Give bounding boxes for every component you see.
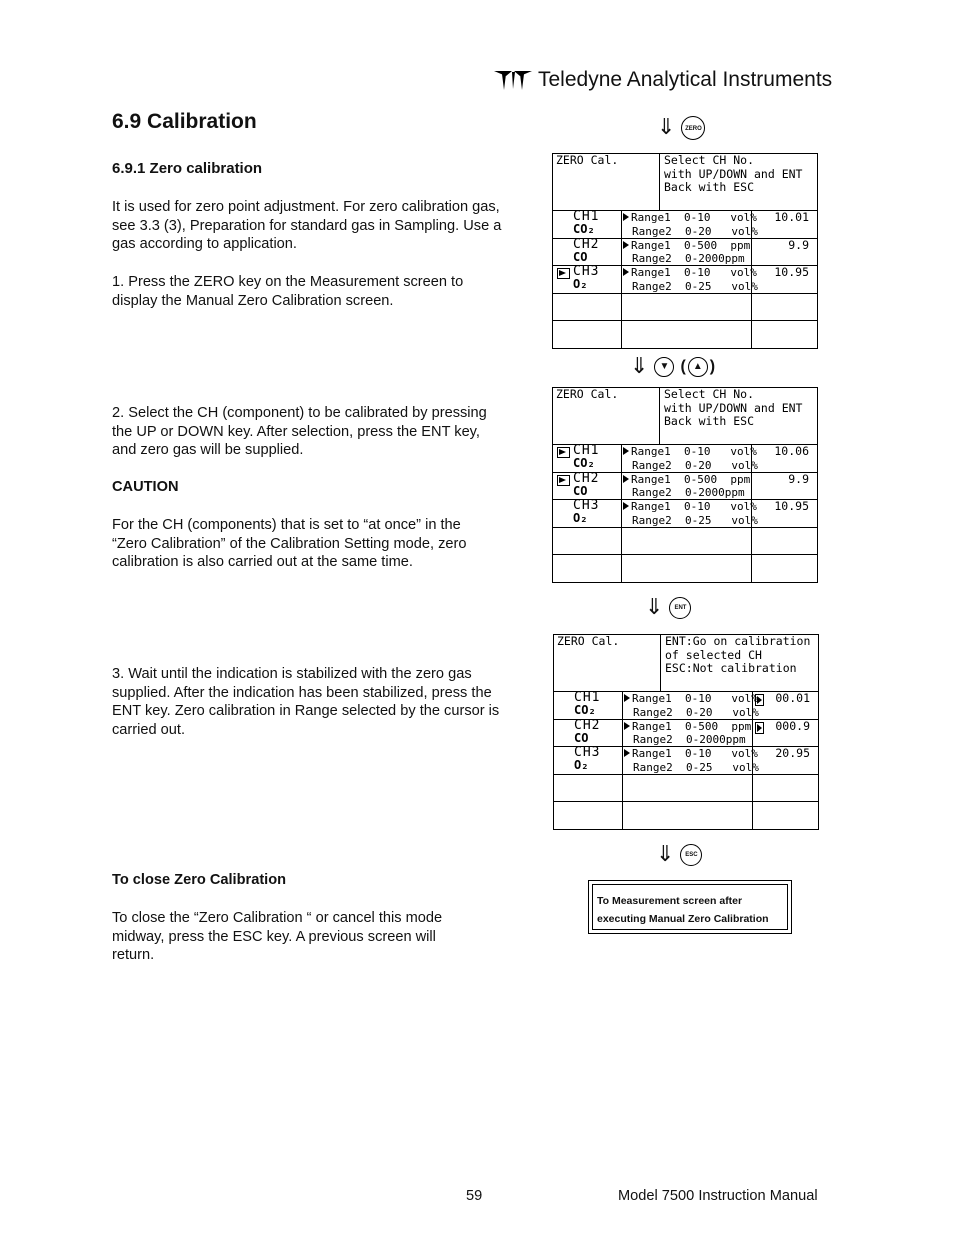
range-2: Range2 0-20 vol% bbox=[633, 705, 759, 719]
range-2: Range2 0-25 vol% bbox=[632, 279, 758, 293]
range-1: Range1 0-10 vol% bbox=[631, 500, 757, 513]
down-arrow-icon: ⇓ bbox=[656, 842, 675, 867]
range-arrow-icon bbox=[624, 694, 630, 702]
range-2: Range2 0-2000ppm bbox=[632, 486, 745, 499]
select-marker-icon bbox=[557, 268, 570, 279]
range-arrow-icon bbox=[623, 475, 629, 483]
component-label: CO bbox=[573, 483, 588, 498]
component-label: CO₂ bbox=[574, 703, 596, 717]
lcd-title: ZERO Cal. bbox=[553, 154, 660, 210]
component-label: O₂ bbox=[574, 758, 589, 772]
range-1: Range1 0-10 vol% bbox=[632, 747, 758, 760]
ent-key-step bbox=[645, 597, 691, 619]
range-arrow-icon bbox=[624, 722, 630, 730]
component-label: O₂ bbox=[573, 277, 588, 291]
range-arrow-icon bbox=[623, 213, 629, 221]
down-key-icon: ▼ bbox=[654, 357, 674, 377]
range-1: Range1 0-500 ppm bbox=[632, 719, 752, 733]
range-2: Range2 0-2000ppm bbox=[632, 252, 745, 265]
result-line-1: To Measurement screen after bbox=[597, 895, 743, 907]
component-label: CO bbox=[573, 249, 588, 264]
reading-value: 9.9 bbox=[788, 237, 809, 252]
section-title: 6.9 Calibration bbox=[112, 110, 257, 133]
reading-value: 10.95 bbox=[774, 265, 809, 279]
channel-label: CH2 bbox=[574, 717, 601, 733]
lcd-title: ZERO Cal. bbox=[554, 635, 661, 691]
channel-label: CH2 bbox=[573, 236, 600, 252]
channel-row bbox=[554, 747, 818, 775]
empty-row bbox=[553, 528, 817, 556]
step-3: 3. Wait until the indication is stabilized with the zero gas supplied. After the indication has been stabilized, press the ENT key. Zero calibration in Range selected by the cursor is carried out. bbox=[112, 666, 500, 738]
step-1: 1. Press the ZERO key on the Measurement screen to display the Manual Zero Calibration screen. bbox=[112, 274, 464, 309]
range-1: Range1 0-500 ppm bbox=[631, 472, 751, 486]
channel-label: CH3 bbox=[573, 498, 600, 513]
down-arrow-icon: ⇓ bbox=[630, 354, 649, 379]
lcd-message: Select CH No. with UP/DOWN and ENT Back with ESC bbox=[664, 387, 803, 428]
range-1: Range1 0-10 vol% bbox=[631, 266, 757, 279]
range-arrow-icon bbox=[624, 749, 630, 757]
empty-row bbox=[554, 802, 818, 829]
subsection-title: 6.9.1 Zero calibration bbox=[112, 160, 263, 177]
range-1: Range1 0-10 vol% bbox=[631, 211, 757, 224]
channel-row bbox=[554, 692, 818, 720]
component-label: CO₂ bbox=[573, 456, 595, 470]
zero-key-step bbox=[657, 116, 705, 140]
empty-row bbox=[553, 321, 817, 348]
brand-header bbox=[492, 66, 852, 94]
range-1: Range1 0-500 ppm bbox=[631, 238, 751, 252]
reading-value: 10.95 bbox=[774, 499, 809, 513]
step-2: 2. Select the CH (component) to be calibrated by pressing the UP or DOWN key. After selection, press the ENT key, and zero gas will be supplied. bbox=[112, 405, 487, 459]
esc-key-icon: ESC bbox=[680, 844, 702, 866]
ent-key-icon: ENT bbox=[669, 597, 691, 619]
component-label: O₂ bbox=[573, 511, 588, 525]
component-label: CO₂ bbox=[573, 222, 595, 236]
channel-row bbox=[553, 211, 817, 239]
component-label: CO bbox=[574, 730, 589, 745]
empty-row bbox=[553, 294, 817, 322]
empty-row bbox=[553, 555, 817, 582]
reading-value: 10.06 bbox=[774, 444, 809, 458]
range-arrow-icon bbox=[623, 447, 629, 455]
paren-close: ) bbox=[709, 358, 716, 375]
caution-title: CAUTION bbox=[112, 479, 179, 495]
zero-key-icon: ZERO bbox=[681, 116, 705, 140]
channel-row bbox=[553, 445, 817, 473]
range-arrow-icon bbox=[623, 268, 629, 276]
channel-label: CH3 bbox=[573, 264, 600, 279]
select-marker-icon bbox=[557, 447, 570, 458]
result-line-2: executing Manual Zero Calibration bbox=[597, 913, 769, 925]
empty-row bbox=[554, 775, 818, 803]
updown-key-step bbox=[630, 356, 715, 378]
paren-open: ( bbox=[680, 358, 686, 375]
cursor-marker-icon bbox=[755, 722, 764, 734]
close-text: To close the “Zero Calibration “ or cancel this mode midway, press the ESC key. A previous screen will return. bbox=[112, 910, 443, 964]
range-1: Range1 0-10 vol% bbox=[631, 445, 757, 458]
reading-value: 9.9 bbox=[788, 471, 809, 486]
reading-value: 00.01 bbox=[775, 691, 810, 705]
range-2: Range2 0-25 vol% bbox=[633, 760, 759, 774]
esc-key-step bbox=[656, 844, 702, 866]
range-2: Range2 0-25 vol% bbox=[632, 513, 758, 527]
cursor-marker-icon bbox=[755, 694, 764, 706]
range-arrow-icon bbox=[623, 502, 629, 510]
caution-text: For the CH (components) that is set to “at once” in the “Zero Calibration” of the Calibration Setting mode, zero calibration is also carried out at the same time. bbox=[112, 517, 467, 571]
page-number: 59 bbox=[466, 1188, 483, 1204]
channel-label: CH1 bbox=[573, 209, 600, 224]
lcd-message: Select CH No. with UP/DOWN and ENT Back with ESC bbox=[664, 153, 803, 194]
range-2: Range2 0-20 vol% bbox=[632, 458, 758, 472]
lcd-screen-1 bbox=[552, 153, 818, 349]
lcd-screen-3 bbox=[553, 634, 819, 830]
down-arrow-icon: ⇓ bbox=[645, 595, 664, 620]
select-marker-icon bbox=[557, 475, 570, 486]
channel-label: CH3 bbox=[574, 745, 601, 760]
brand-name: Teledyne Analytical Instruments bbox=[538, 68, 833, 91]
channel-label: CH2 bbox=[573, 470, 600, 486]
reading-value: 000.9 bbox=[775, 718, 810, 733]
channel-label: CH1 bbox=[573, 443, 600, 458]
close-title: To close Zero Calibration bbox=[112, 872, 287, 888]
up-key-icon: ▲ bbox=[688, 357, 708, 377]
channel-row bbox=[553, 236, 817, 267]
reading-value: 10.01 bbox=[774, 210, 809, 224]
channel-row bbox=[553, 266, 817, 294]
channel-row bbox=[553, 500, 817, 528]
lcd-title: ZERO Cal. bbox=[553, 388, 660, 444]
reading-value: 20.95 bbox=[775, 746, 810, 760]
teledyne-logo-icon bbox=[492, 68, 534, 92]
lcd-screen-2 bbox=[552, 387, 818, 583]
manual-title: Model 7500 Instruction Manual bbox=[618, 1188, 818, 1204]
down-arrow-icon: ⇓ bbox=[657, 115, 676, 140]
range-arrow-icon bbox=[623, 241, 629, 249]
channel-row bbox=[554, 717, 818, 748]
range-2: Range2 0-2000ppm bbox=[633, 733, 746, 746]
result-box bbox=[588, 880, 792, 934]
intro-paragraph: It is used for zero point adjustment. For zero calibration gas, see 3.3 (3), Preparation for standard gas in Sampling. Use a gas according to application. bbox=[112, 199, 502, 253]
lcd-message: ENT:Go on calibration of selected CH ESC:Not calibration bbox=[665, 634, 811, 675]
range-1: Range1 0-10 vol% bbox=[632, 692, 758, 705]
range-2: Range2 0-20 vol% bbox=[632, 224, 758, 238]
channel-label: CH1 bbox=[574, 690, 601, 705]
channel-row bbox=[553, 470, 817, 501]
